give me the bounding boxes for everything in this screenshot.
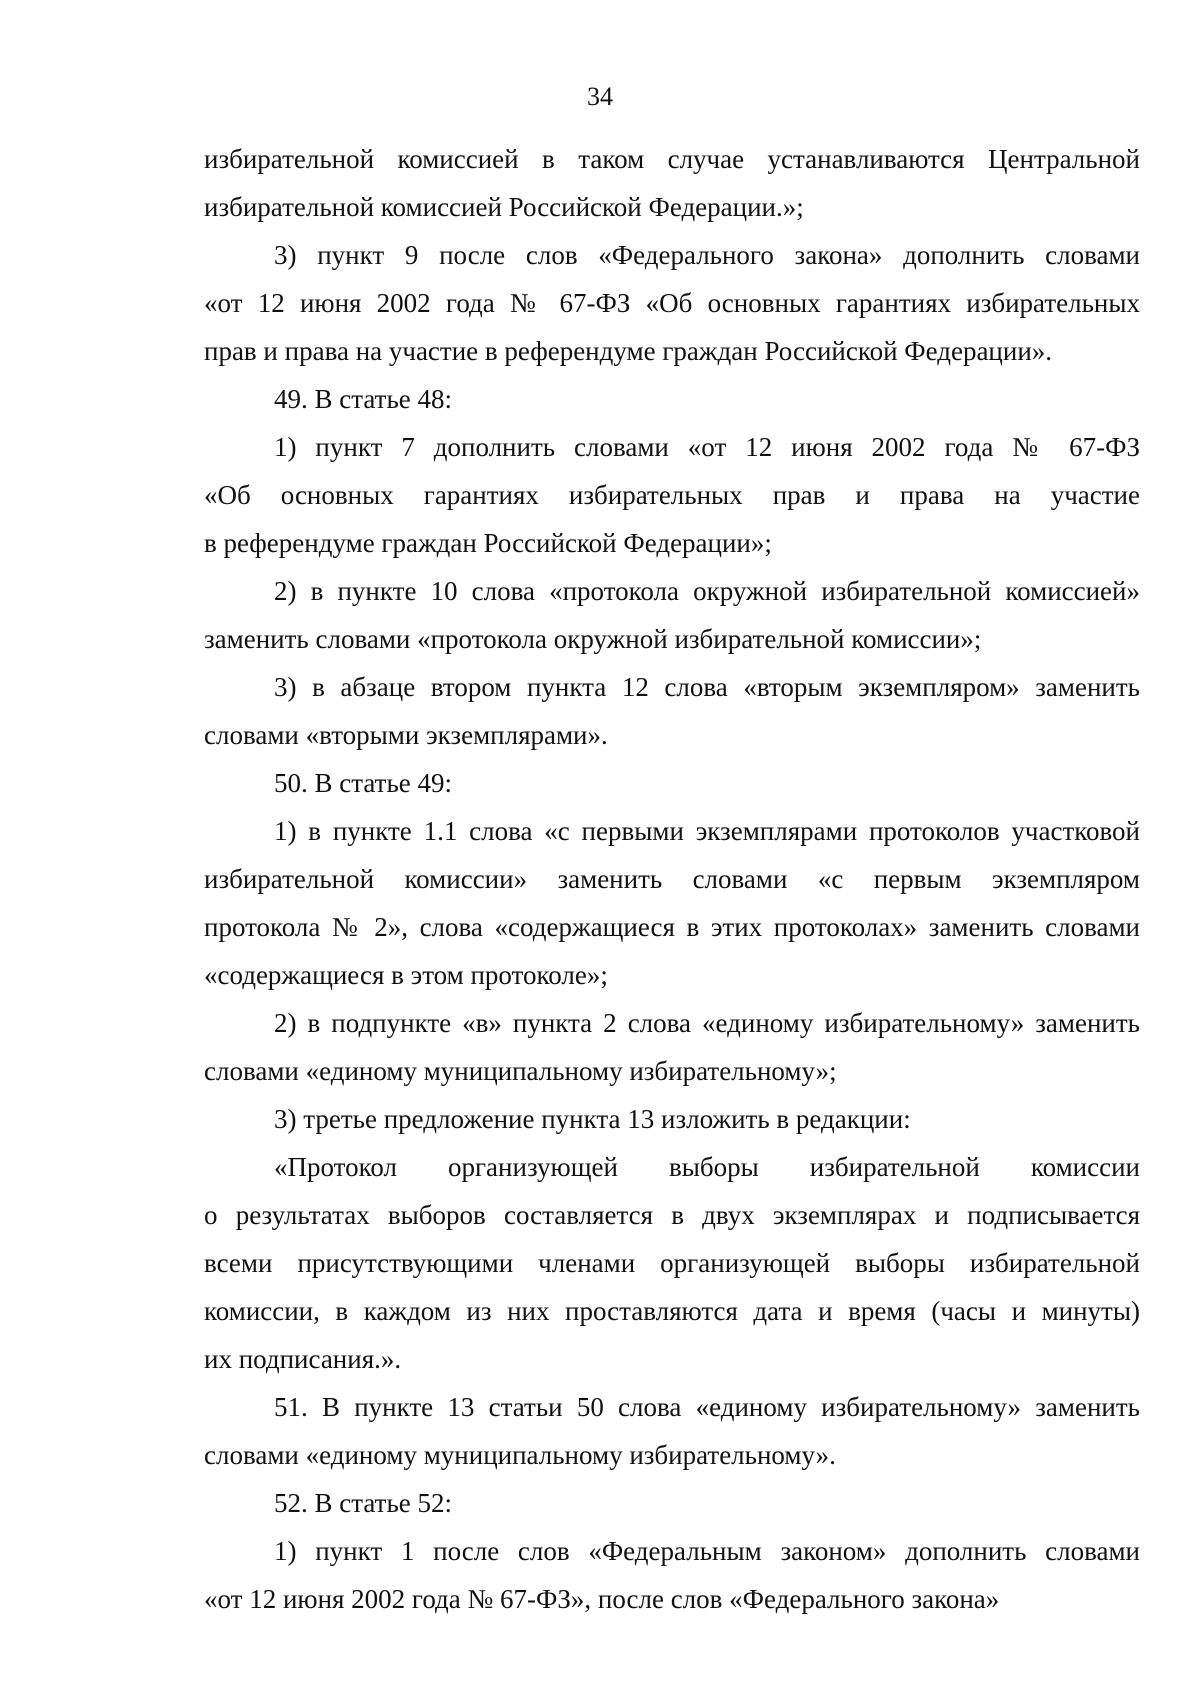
paragraph-line: 2) в подпункте «в» пункта 2 слова «единому избирательному» заменить xyxy=(274,1008,1140,1038)
paragraph-line: «от 12 июня 2002 года № 67-ФЗ», после слов «Федерального закона» xyxy=(204,1584,1000,1614)
paragraph-line: прав и права на участие в референдуме граждан Российской Федерации». xyxy=(204,336,1053,366)
paragraph-line: 49. В статье 48: xyxy=(274,384,453,414)
paragraph-line: словами «вторыми экземплярами». xyxy=(204,720,608,750)
paragraph-line: 3) пункт 9 после слов «Федерального закона» дополнить словами xyxy=(274,240,1140,270)
paragraph-line: 50. В статье 49: xyxy=(274,768,453,798)
paragraph-line: 3) в абзаце втором пункта 12 слова «вторым экземпляром» заменить xyxy=(274,672,1140,702)
paragraph-line: 3) третье предложение пункта 13 изложить в редакции: xyxy=(274,1104,911,1134)
paragraph-line: 1) пункт 1 после слов «Федеральным законом» дополнить словами xyxy=(274,1536,1140,1566)
paragraph-line: 52. В статье 52: xyxy=(274,1488,453,1518)
paragraph-line: 1) пункт 7 дополнить словами «от 12 июня 2002 года № 67-ФЗ xyxy=(274,432,1140,462)
paragraph-line: 1) в пункте 1.1 слова «с первыми экземплярами протоколов участковой xyxy=(274,816,1140,846)
paragraph-line: о результатах выборов составляется в двух экземплярах и подписывается xyxy=(204,1200,1140,1230)
paragraph-line: избирательной комиссии» заменить словами «с первым экземпляром xyxy=(204,864,1140,894)
paragraph-line: словами «единому муниципальному избирательному». xyxy=(204,1440,836,1470)
paragraph-line: в референдуме граждан Российской Федерации»; xyxy=(204,528,772,558)
paragraph-line: «Протокол организующей выборы избирательной комиссии xyxy=(274,1152,1140,1182)
paragraph-line: протокола № 2», слова «содержащиеся в этих протоколах» заменить словами xyxy=(204,912,1140,942)
paragraph-line: всеми присутствующими членами организующей выборы избирательной xyxy=(204,1248,1140,1278)
paragraph-line: избирательной комиссией Российской Федерации.»; xyxy=(204,192,804,222)
paragraph-line: их подписания.». xyxy=(204,1344,402,1374)
paragraph-line: 51. В пункте 13 статьи 50 слова «единому избирательному» заменить xyxy=(274,1392,1140,1422)
paragraph-line: комиссии, в каждом из них проставляются дата и время (часы и минуты) xyxy=(204,1296,1140,1326)
paragraph-line: «содержащиеся в этом протоколе»; xyxy=(204,960,608,990)
paragraph-line: заменить словами «протокола окружной избирательной комиссии»; xyxy=(204,624,982,654)
paragraph-line: «от 12 июня 2002 года № 67-ФЗ «Об основных гарантиях избирательных xyxy=(204,288,1140,318)
document-body xyxy=(204,136,1140,1624)
paragraph-line: «Об основных гарантиях избирательных прав и права на участие xyxy=(204,480,1140,510)
paragraph-line: словами «единому муниципальному избирательному»; xyxy=(204,1056,837,1086)
paragraph-line: 2) в пункте 10 слова «протокола окружной избирательной комиссией» xyxy=(274,576,1140,606)
paragraph-line: избирательной комиссией в таком случае устанавливаются Центральной xyxy=(204,144,1140,174)
page-number: 34 xyxy=(587,82,613,111)
